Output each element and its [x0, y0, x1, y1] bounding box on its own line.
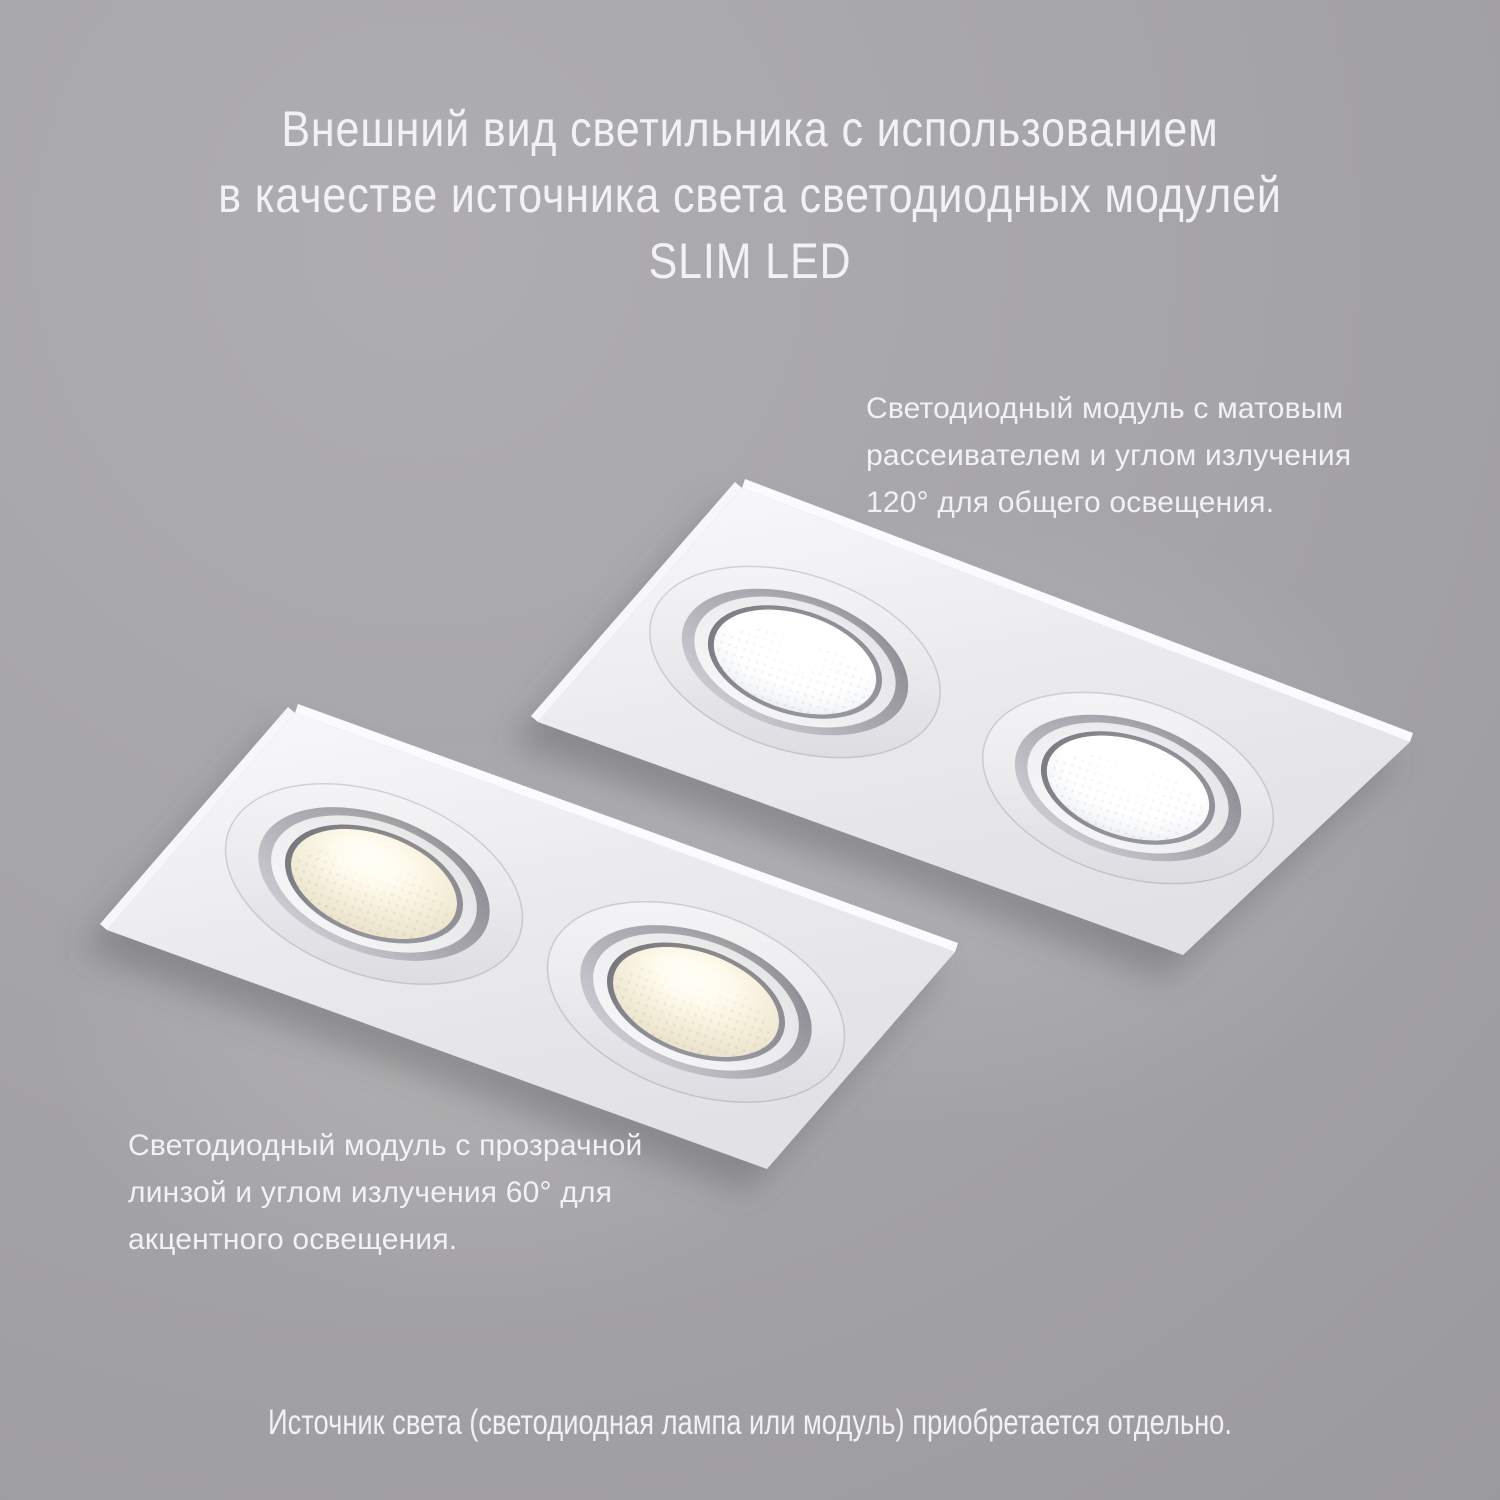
annotation-line: 120° для общего освещения. — [866, 486, 1275, 519]
footer-note — [0, 1400, 1500, 1446]
annotation-line: линзой и углом излучения 60° для — [128, 1176, 613, 1209]
title-line-3-product-name: SLIM LED — [648, 233, 852, 289]
annotation-matte-module — [866, 385, 1386, 526]
annotation-clear-module — [128, 1122, 688, 1263]
footer-note-text: Источник света (светодиодная лампа или модуль) приобретается отдельно. — [268, 1403, 1232, 1442]
page-title — [0, 96, 1500, 294]
annotation-line: Светодиодный модуль с прозрачной — [128, 1129, 643, 1162]
annotation-line: рассеивателем и углом излучения — [866, 439, 1352, 472]
annotation-line: акцентного освещения. — [128, 1223, 458, 1256]
title-line-2: в качестве источника света светодиодных модулей — [218, 167, 1282, 223]
annotation-line: Светодиодный модуль с матовым — [866, 392, 1344, 425]
title-line-1: Внешний вид светильника с использованием — [281, 101, 1219, 157]
